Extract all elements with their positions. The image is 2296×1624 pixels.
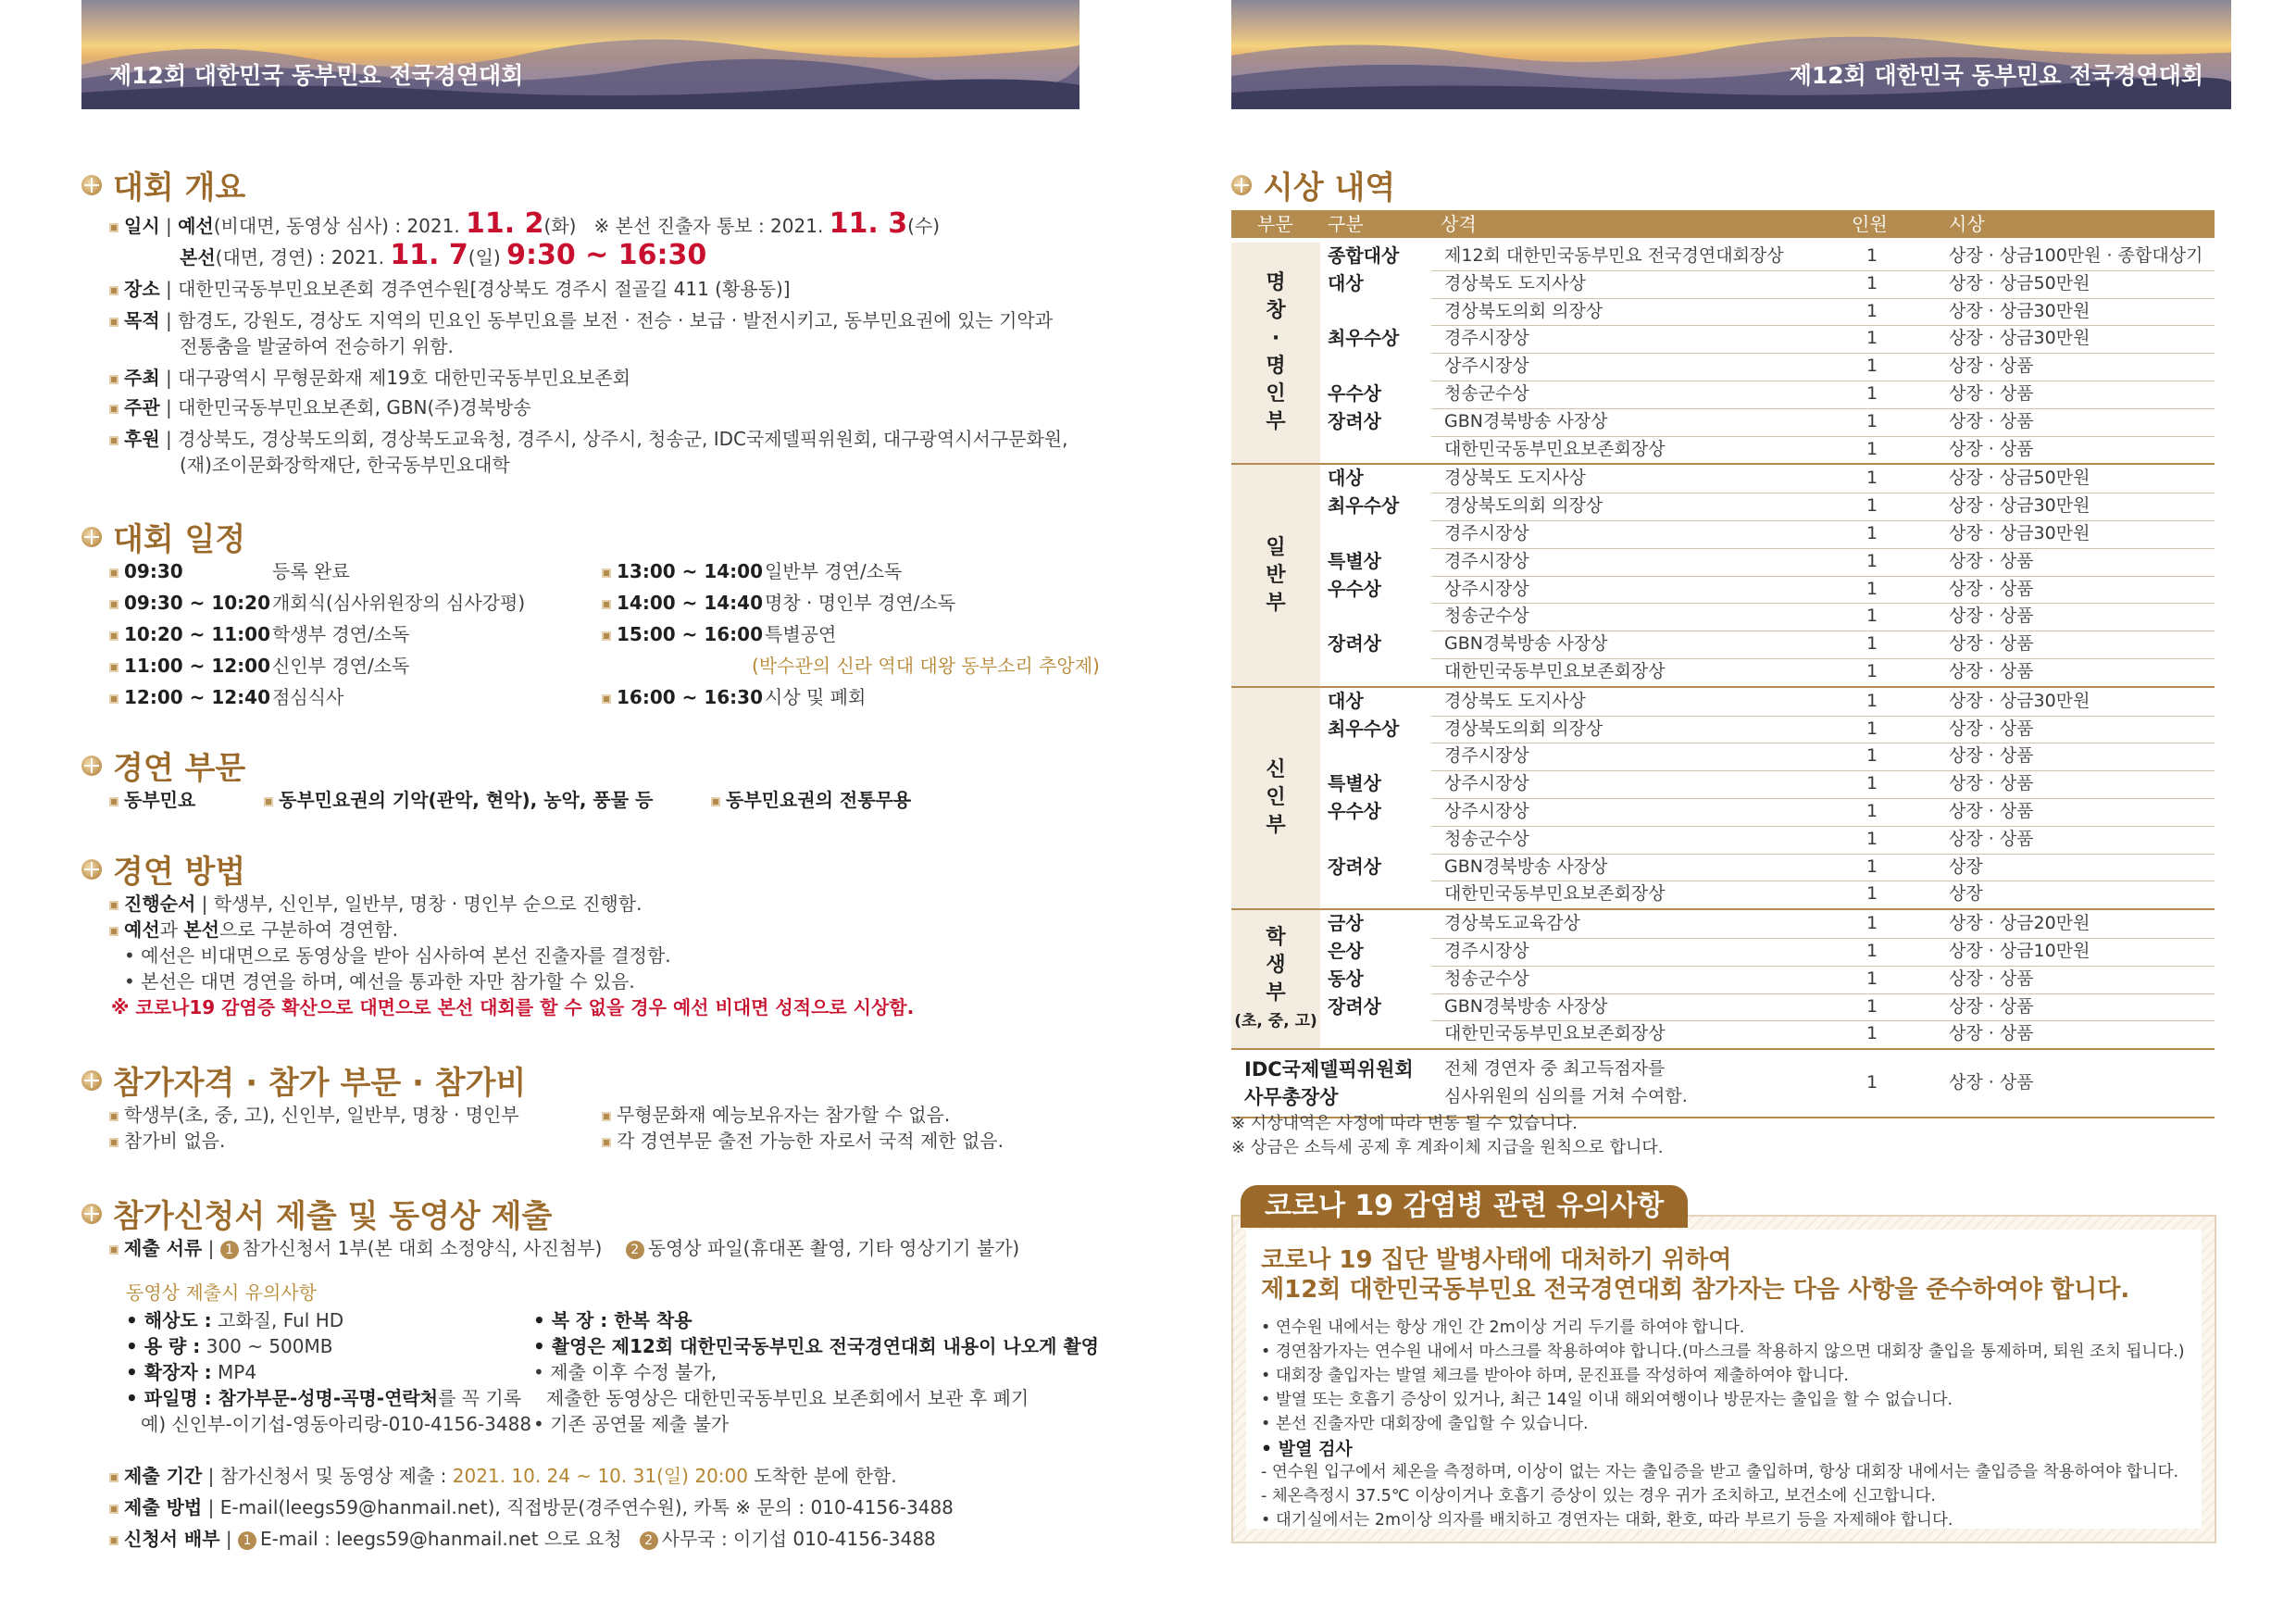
- award-count: 1: [1866, 245, 1878, 266]
- award-name: GBN경북방송 사장상: [1444, 995, 1608, 1017]
- award-count: 1: [1866, 745, 1878, 767]
- award-group-label: 부: [1266, 814, 1286, 837]
- header-banner: [1231, 0, 2231, 109]
- award-name: 경상북도 도지사상: [1444, 690, 1586, 711]
- method-order: 진행순서 | 학생부, 신인부, 일반부, 명창 · 명인부 순으로 진행함.: [109, 891, 642, 917]
- award-prize: 상장 · 상품: [1949, 410, 2034, 431]
- award-group-label: 생: [1266, 953, 1286, 977]
- award-group-label: 신: [1266, 758, 1286, 781]
- award-prize: 상장 · 상금10만원: [1949, 941, 2090, 961]
- idc-name-2: 사무총장상: [1244, 1086, 1339, 1109]
- square-bullet-icon: [264, 797, 273, 806]
- award-count: 1: [1866, 1023, 1878, 1044]
- award-prize: 상장 · 상금100만원 · 종합대상기: [1949, 245, 2203, 266]
- square-bullet-icon: [109, 1505, 119, 1514]
- idc-award-1: 전체 경연자 중 최고득점자를: [1444, 1058, 1666, 1080]
- schedule-time: 12:00 ~ 12:40: [124, 686, 271, 708]
- section-title-awards: 시상 내역: [1231, 162, 1395, 207]
- square-bullet-icon: [109, 405, 119, 414]
- square-bullet-icon: [711, 797, 720, 806]
- award-prize: 상장 · 상금30만원: [1949, 690, 2090, 711]
- award-sub-category: 우수상: [1328, 577, 1381, 600]
- globe-icon: [81, 1070, 102, 1091]
- award-prize: 상장 · 상금30만원: [1949, 523, 2090, 543]
- square-bullet-icon: [602, 1112, 611, 1121]
- schedule-desc: 시상 및 폐회: [765, 686, 867, 708]
- globe-icon: [81, 756, 102, 776]
- award-name: 경주시장상: [1444, 550, 1529, 571]
- row-rule: [1431, 325, 2215, 326]
- schedule-item: [109, 684, 343, 710]
- square-bullet-icon: [109, 901, 119, 910]
- square-bullet-icon: [109, 927, 119, 936]
- award-header-cell: 시상: [1949, 213, 1985, 235]
- host-line: 주최 | 대구광역시 무형문화재 제19호 대한민국동부민요보존회: [109, 365, 630, 391]
- award-sub-category: 금상: [1328, 912, 1364, 935]
- award-count: 1: [1866, 633, 1878, 655]
- row-rule: [1431, 520, 2215, 521]
- square-bullet-icon: [109, 223, 119, 232]
- award-count: 1: [1866, 913, 1878, 934]
- square-bullet-icon: [109, 1473, 119, 1482]
- covid-head-2: 제12회 대한민국동부민요 전국경연대회 참가자는 다음 사항을 준수하여야 합니다.: [1261, 1276, 2130, 1304]
- award-prize: 상장 · 상품: [1949, 801, 2034, 821]
- award-sub-category: 장려상: [1328, 994, 1381, 1018]
- section-title-method: 경연 방법: [81, 846, 245, 892]
- category-item-3: 동부민요권의 전통무용: [711, 787, 911, 813]
- schedule-item: [109, 590, 525, 616]
- award-name: 청송군수상: [1444, 383, 1529, 404]
- eligibility-left-1: 학생부(초, 중, 고), 신인부, 일반부, 명창 · 명인부: [109, 1102, 519, 1128]
- video-resolution: • 해상도 : 고화질, Ful HD: [126, 1309, 344, 1331]
- globe-icon: [1231, 175, 1252, 195]
- square-bullet-icon: [602, 600, 611, 609]
- award-name: 경상북도 도지사상: [1444, 272, 1586, 294]
- schedule-item: [109, 558, 350, 584]
- schedule-time: 16:00 ~ 16:30: [617, 686, 764, 708]
- square-bullet-icon: [109, 318, 119, 327]
- award-name: 경주시장상: [1444, 745, 1529, 767]
- award-count: 1: [1866, 410, 1878, 431]
- award-prize: 상장 · 상품: [1949, 718, 2034, 739]
- square-bullet-icon: [109, 1245, 119, 1255]
- award-name: 경주시장상: [1444, 328, 1529, 349]
- award-sub-category: 최우수상: [1328, 327, 1400, 350]
- covid-item: • 연수원 내에서는 항상 개인 간 2m이상 거리 두기를 하여야 합니다.: [1261, 1318, 1745, 1337]
- schedule-desc: 점심식사: [272, 686, 344, 708]
- award-name: 경주시장상: [1444, 941, 1529, 961]
- award-prize: 상장 · 상금30만원: [1949, 300, 2090, 321]
- award-group-note: (초, 중, 고): [1234, 1011, 1317, 1031]
- eligibility-left-2: 참가비 없음.: [109, 1128, 225, 1154]
- award-name: 제12회 대한민국동부민요 전국경연대회장상: [1444, 245, 1784, 266]
- award-count: 1: [1866, 328, 1878, 349]
- award-group-label: 부: [1266, 591, 1286, 615]
- square-bullet-icon: [602, 631, 611, 641]
- award-note-1: ※ 시상내역은 사정에 따라 변동 될 수 있습니다.: [1231, 1114, 1578, 1133]
- award-prize: 상장 · 상품: [1949, 606, 2034, 627]
- award-prize: 상장 · 상금30만원: [1949, 495, 2090, 517]
- schedule-desc: 명창 · 명인부 경연/소독: [765, 592, 956, 614]
- award-prize: 상장 · 상품: [1949, 356, 2034, 377]
- number-2-icon: 2: [626, 1241, 644, 1259]
- row-rule: [1431, 798, 2215, 799]
- section-title-submission: 참가신청서 제출 및 동영상 제출: [81, 1191, 552, 1236]
- award-prize: 상장 · 상품: [1949, 438, 2034, 459]
- schedule-desc: 특별공연: [765, 623, 837, 645]
- video-no-modify: • 제출 이후 수정 불가,: [533, 1361, 718, 1383]
- row-rule: [1431, 603, 2215, 604]
- award-prize: 상장 · 상품: [1949, 968, 2034, 989]
- square-bullet-icon: [109, 663, 119, 672]
- award-name: 경상북도의회 의장상: [1444, 495, 1603, 517]
- award-prize: 상장 · 상품: [1949, 578, 2034, 599]
- covid-item: • 경연참가자는 연수원 내에서 마스크를 착용하여야 합니다.(마스크를 착용하지 않으면 대회장 출입을 통제하며, 퇴원 조치 됩니다.): [1261, 1343, 2185, 1361]
- award-sub-category: 최우수상: [1328, 717, 1400, 740]
- covid-item: • 발열 또는 호흡기 증상이 있거나, 최근 14일 이내 해외여행이나 방문자는 출입을 할 수 없습니다.: [1261, 1391, 1953, 1409]
- square-bullet-icon: [109, 1112, 119, 1121]
- award-sub-category: 종합대상: [1328, 244, 1400, 267]
- award-group-label: 명: [1266, 355, 1286, 379]
- award-name: 대한민국동부민요보존회장상: [1444, 1023, 1666, 1044]
- award-prize: 상장: [1949, 883, 1983, 905]
- video-no-old: • 기존 공연물 제출 불가: [533, 1413, 730, 1435]
- award-count: 1: [1866, 523, 1878, 543]
- schedule-time: 14:00 ~ 14:40: [617, 592, 764, 614]
- square-bullet-icon: [602, 694, 611, 704]
- square-bullet-icon: [109, 568, 119, 578]
- organizer-line: 주관 | 대한민국동부민요보존회, GBN(주)경북방송: [109, 394, 531, 420]
- award-prize: 상장 · 상금50만원: [1949, 468, 2090, 489]
- eligibility-right-1: 무형문화재 예능보유자는 참가할 수 없음.: [602, 1102, 950, 1128]
- award-count: 1: [1866, 272, 1878, 294]
- video-filename-example: 예) 신인부-이기섭-영동아리랑-010-4156-3488: [141, 1413, 532, 1435]
- video-filming: • 촬영은 제12회 대한민국동부민요 전국경연대회 내용이 나오게 촬영: [533, 1335, 1099, 1357]
- award-sub-category: 최우수상: [1328, 494, 1400, 518]
- award-name: GBN경북방송 사장상: [1444, 633, 1608, 655]
- award-group-label: 부: [1266, 410, 1286, 434]
- schedule-desc: 신인부 경연/소독: [272, 655, 410, 677]
- award-header-cell: 부문: [1257, 213, 1293, 235]
- award-prize: 상장 · 상품: [1949, 828, 2034, 849]
- award-prize: 상장 · 상금30만원: [1949, 328, 2090, 349]
- row-rule: [1431, 938, 2215, 939]
- place-line: 장소 | 대한민국동부민요보존회 경주연수원[경상북도 경주시 절골길 411 (황용동)]: [109, 276, 791, 302]
- submission-docs: 제출 서류 | 1 참가신청서 1부(본 대회 소정양식, 사진첨부) 2 동영상 파일(휴대폰 촬영, 기타 영상기기 불가): [109, 1235, 1019, 1261]
- square-bullet-icon: [109, 797, 119, 806]
- idc-prize: 상장 · 상품: [1949, 1072, 2034, 1093]
- section-title-schedule: 대회 일정: [81, 514, 245, 559]
- award-sub-category: 장려상: [1328, 855, 1381, 878]
- square-bullet-icon: [602, 1138, 611, 1147]
- award-count: 1: [1866, 718, 1878, 739]
- row-rule: [1431, 576, 2215, 577]
- award-table-header: [1231, 210, 2215, 238]
- submission-method: 제출 방법 | E-mail(leegs59@hanmail.net), 직접방문(경주연수원), 카톡 ※ 문의 : 010-4156-3488: [109, 1494, 954, 1520]
- schedule-desc: 개회식(심사위원장의 심사강평): [272, 592, 526, 614]
- globe-icon: [81, 1204, 102, 1224]
- award-group-label: ·: [1271, 327, 1280, 351]
- square-bullet-icon: [109, 1138, 119, 1147]
- award-count: 1: [1866, 801, 1878, 821]
- award-name: 대한민국동부민요보존회장상: [1444, 661, 1666, 681]
- sponsor-line-2: (재)조이문화장학재단, 한국동부민요대학: [180, 454, 510, 476]
- globe-icon: [81, 175, 102, 195]
- video-keep: 제출한 동영상은 대한민국동부민요 보존회에서 보관 후 폐기: [546, 1387, 1029, 1409]
- award-count: 1: [1866, 495, 1878, 517]
- award-name: 상주시장상: [1444, 801, 1529, 821]
- award-sub-category: 대상: [1328, 467, 1364, 490]
- covid-item: • 대회장 출입자는 발열 체크를 받아야 하며, 문진표를 작성하여 제출하여야 합니다.: [1261, 1367, 1849, 1385]
- award-group-label: 명: [1266, 271, 1286, 295]
- award-name: 경상북도의회 의장상: [1444, 718, 1603, 739]
- award-group-label: 부: [1266, 981, 1286, 1005]
- award-name: 대한민국동부민요보존회장상: [1444, 883, 1666, 905]
- header-banner: [81, 0, 1079, 109]
- award-count: 1: [1866, 995, 1878, 1017]
- schedule-time: 10:20 ~ 11:00: [124, 623, 271, 645]
- award-count: 1: [1866, 356, 1878, 377]
- video-extension: • 확장자 : MP4: [126, 1361, 257, 1383]
- award-prize: 상장 · 상금50만원: [1949, 272, 2090, 294]
- square-bullet-icon: [109, 631, 119, 641]
- schedule-item: [602, 684, 866, 710]
- award-name: 상주시장상: [1444, 356, 1529, 377]
- award-prize: 상장: [1949, 856, 1983, 877]
- award-sub-category: 특별상: [1328, 772, 1381, 795]
- award-prize: 상장 · 상품: [1949, 995, 2034, 1017]
- covid-head-1: 코로나 19 집단 발병사태에 대처하기 위하여: [1261, 1246, 1732, 1274]
- award-count: 1: [1866, 941, 1878, 961]
- award-prize: 상장 · 상품: [1949, 661, 2034, 681]
- award-name: 경상북도교육감상: [1444, 913, 1580, 934]
- award-group-label: 학: [1266, 925, 1286, 949]
- award-name: GBN경북방송 사장상: [1444, 410, 1608, 431]
- award-count: 1: [1866, 773, 1878, 794]
- square-bullet-icon: [109, 1536, 119, 1545]
- video-notice-title: 동영상 제출시 유의사항: [126, 1281, 317, 1304]
- idc-award-2: 심사위원의 심의를 거쳐 수여함.: [1444, 1086, 1688, 1107]
- group-rule: [1231, 1048, 2215, 1050]
- schedule-item: [602, 621, 836, 647]
- award-sub-category: 은상: [1328, 940, 1364, 962]
- award-note-2: ※ 상금은 소득세 공제 후 계좌이체 지급을 원칙으로 합니다.: [1231, 1138, 1664, 1157]
- schedule-time: 13:00 ~ 14:00: [617, 560, 764, 582]
- award-sub-category: 대상: [1328, 271, 1364, 294]
- covid-notice-tab: 코로나 19 감염병 관련 유의사항: [1241, 1185, 1688, 1228]
- schedule-desc: 등록 완료: [272, 560, 350, 582]
- category-item-2: 동부민요권의 기악(관악, 현악), 농악, 풍물 등: [264, 787, 653, 813]
- schedule-time: 09:30: [124, 560, 183, 582]
- number-1-icon: 1: [238, 1531, 256, 1550]
- method-bullet-2: • 본선은 대면 경연을 하며, 예선을 통과한 자만 참가할 수 있음.: [124, 970, 635, 993]
- schedule-item: [109, 653, 409, 679]
- award-prize: 상장 · 상품: [1949, 745, 2034, 767]
- eligibility-right-2: 각 경연부문 출전 가능한 자로서 국적 제한 없음.: [602, 1128, 1004, 1154]
- award-count: 1: [1866, 690, 1878, 711]
- schedule-time: 15:00 ~ 16:00: [617, 623, 764, 645]
- award-name: 경상북도 도지사상: [1444, 468, 1586, 489]
- submission-distribution: 신청서 배부 | 1 E-mail : leegs59@hanmail.net 으로 요청 2 사무국 : 이기섭 010-4156-3488: [109, 1526, 936, 1552]
- award-group-label: 반: [1266, 563, 1286, 587]
- method-split: 예선과 본선으로 구분하여 경연함.: [109, 917, 398, 943]
- award-group-label: 창: [1266, 299, 1286, 323]
- video-dress: • 복 장 : 한복 착용: [533, 1309, 693, 1331]
- number-2-icon: 2: [640, 1531, 658, 1550]
- award-prize: 상장 · 상품: [1949, 633, 2034, 655]
- award-name: 청송군수상: [1444, 828, 1529, 849]
- idc-name-1: IDC국제델픽위원회: [1244, 1058, 1414, 1081]
- award-count: 1: [1866, 606, 1878, 627]
- award-name: 청송군수상: [1444, 606, 1529, 627]
- award-count: 1: [1866, 383, 1878, 404]
- globe-icon: [81, 527, 102, 547]
- submission-period: 제출 기간 | 참가신청서 및 동영상 제출 : 2021. 10. 24 ~ 10. 31(일) 20:00 도착한 분에 한함.: [109, 1463, 897, 1489]
- banner-title: 제12회 대한민국 동부민요 전국경연대회: [1789, 62, 2203, 89]
- award-header-cell: 인원: [1852, 213, 1888, 235]
- award-sub-category: 우수상: [1328, 382, 1381, 405]
- award-sub-category: 장려상: [1328, 632, 1381, 656]
- award-name: GBN경북방송 사장상: [1444, 856, 1608, 877]
- covid-item: • 대기실에서는 2m이상 의자를 배치하고 경연자는 대화, 환호, 따라 부르기 등을 자제해야 합니다.: [1261, 1511, 1953, 1530]
- square-bullet-icon: [109, 286, 119, 295]
- award-name: 상주시장상: [1444, 578, 1529, 599]
- row-rule: [1431, 548, 2215, 549]
- purpose-line: 목적 | 함경도, 강원도, 경상도 지역의 민요인 동부민요를 보전 · 전승 · 보급 · 발전시키고, 동부민요권에 있는 기악과: [109, 307, 1053, 333]
- schedule-final: 본선(대면, 경연) : 2021. 11. 7(일) 9:30 ~ 16:30: [180, 239, 707, 271]
- award-count: 1: [1866, 578, 1878, 599]
- award-header-cell: 상격: [1441, 213, 1477, 235]
- award-prize: 상장 · 상품: [1949, 383, 2034, 404]
- schedule-item: [602, 558, 902, 584]
- purpose-line-2: 전통춤을 발굴하여 전승하기 위함.: [180, 335, 454, 357]
- square-bullet-icon: [109, 694, 119, 704]
- schedule-time: 11:00 ~ 12:00: [124, 655, 271, 677]
- number-1-icon: 1: [220, 1241, 239, 1259]
- schedule-item: [602, 653, 1100, 679]
- award-count: 1: [1866, 300, 1878, 321]
- award-count: 1: [1866, 550, 1878, 571]
- award-prize: 상장 · 상품: [1949, 773, 2034, 794]
- method-warning: ※ 코로나19 감염증 확산으로 대면으로 본선 대회를 할 수 없을 경우 예선 비대면 성적으로 시상함.: [111, 996, 915, 1018]
- award-count: 1: [1866, 856, 1878, 877]
- schedule-prelim: 일시 | 예선(비대면, 동영상 심사) : 2021. 11. 2(화) ※ 본선 진출자 통보 : 2021. 11. 3(수): [109, 211, 940, 239]
- award-count: 1: [1866, 468, 1878, 489]
- section-title-eligibility: 참가자격 · 참가 부문 · 참가비: [81, 1057, 526, 1103]
- award-count: 1: [1866, 828, 1878, 849]
- award-group-label: 인: [1266, 382, 1286, 406]
- award-name: 경주시장상: [1444, 523, 1529, 543]
- row-rule: [1431, 826, 2215, 827]
- banner-title: 제12회 대한민국 동부민요 전국경연대회: [109, 62, 524, 89]
- schedule-desc: 학생부 경연/소독: [272, 623, 410, 645]
- video-capacity: • 용 량 : 300 ~ 500MB: [126, 1335, 333, 1357]
- globe-icon: [81, 859, 102, 880]
- award-name: 상주시장상: [1444, 773, 1529, 794]
- award-group-label: 일: [1266, 535, 1286, 559]
- category-item-1: 동부민요: [109, 787, 195, 813]
- award-sub-category: 우수상: [1328, 800, 1381, 822]
- award-name: 대한민국동부민요보존회장상: [1444, 438, 1666, 459]
- award-sub-category: 대상: [1328, 689, 1364, 712]
- award-group-label: 인: [1266, 786, 1286, 809]
- square-bullet-icon: [602, 568, 611, 578]
- award-count: 1: [1866, 438, 1878, 459]
- row-rule: [1431, 770, 2215, 771]
- schedule-time: 09:30 ~ 10:20: [124, 592, 271, 614]
- award-sub-category: 장려상: [1328, 409, 1381, 432]
- award-prize: 상장 · 상품: [1949, 550, 2034, 571]
- section-title-categories: 경연 부문: [81, 743, 245, 788]
- schedule-desc: 일반부 경연/소독: [765, 560, 903, 582]
- award-sub-category: 동상: [1328, 967, 1364, 990]
- schedule-desc: (박수관의 신라 역대 대왕 동부소리 추앙제): [752, 655, 1100, 677]
- section-title-overview: 대회 개요: [81, 162, 245, 207]
- video-filename: • 파일명 : 참가부문-성명-곡명-연락처를 꼭 기록: [126, 1387, 522, 1409]
- covid-item: - 연수원 입구에서 체온을 측정하며, 이상이 없는 자는 출입증을 받고 출입하며, 항상 대회장 내에서는 출입증을 착용하여야 합니다.: [1261, 1463, 2179, 1481]
- covid-item: • 발열 검사: [1261, 1439, 1353, 1459]
- idc-count: 1: [1866, 1072, 1878, 1093]
- award-count: 1: [1866, 661, 1878, 681]
- award-name: 청송군수상: [1444, 968, 1529, 989]
- covid-item: - 체온측정시 37.5℃ 이상이거나 호흡기 증상이 있는 경우 귀가 조치하고, 보건소에 신고합니다.: [1261, 1487, 1936, 1505]
- award-prize: 상장 · 상품: [1949, 1023, 2034, 1044]
- row-rule: [1431, 353, 2215, 354]
- award-header-cell: 구분: [1328, 213, 1364, 235]
- covid-item: • 본선 진출자만 대회장에 출입할 수 있습니다.: [1261, 1415, 1589, 1433]
- award-count: 1: [1866, 883, 1878, 905]
- square-bullet-icon: [109, 600, 119, 609]
- square-bullet-icon: [109, 436, 119, 445]
- square-bullet-icon: [109, 375, 119, 384]
- schedule-item: [109, 621, 409, 647]
- schedule-item: [602, 590, 955, 616]
- row-rule: [1431, 966, 2215, 967]
- award-count: 1: [1866, 968, 1878, 989]
- award-sub-category: 특별상: [1328, 549, 1381, 572]
- award-prize: 상장 · 상금20만원: [1949, 913, 2090, 934]
- sponsor-line: 후원 | 경상북도, 경상북도의회, 경상북도교육청, 경주시, 상주시, 청송군, IDC국제델픽위원회, 대구광역시서구문화원,: [109, 426, 1067, 452]
- method-bullet-1: • 예선은 비대면으로 동영상을 받아 심사하여 본선 진출자를 결정함.: [124, 944, 671, 967]
- award-name: 경상북도의회 의장상: [1444, 300, 1603, 321]
